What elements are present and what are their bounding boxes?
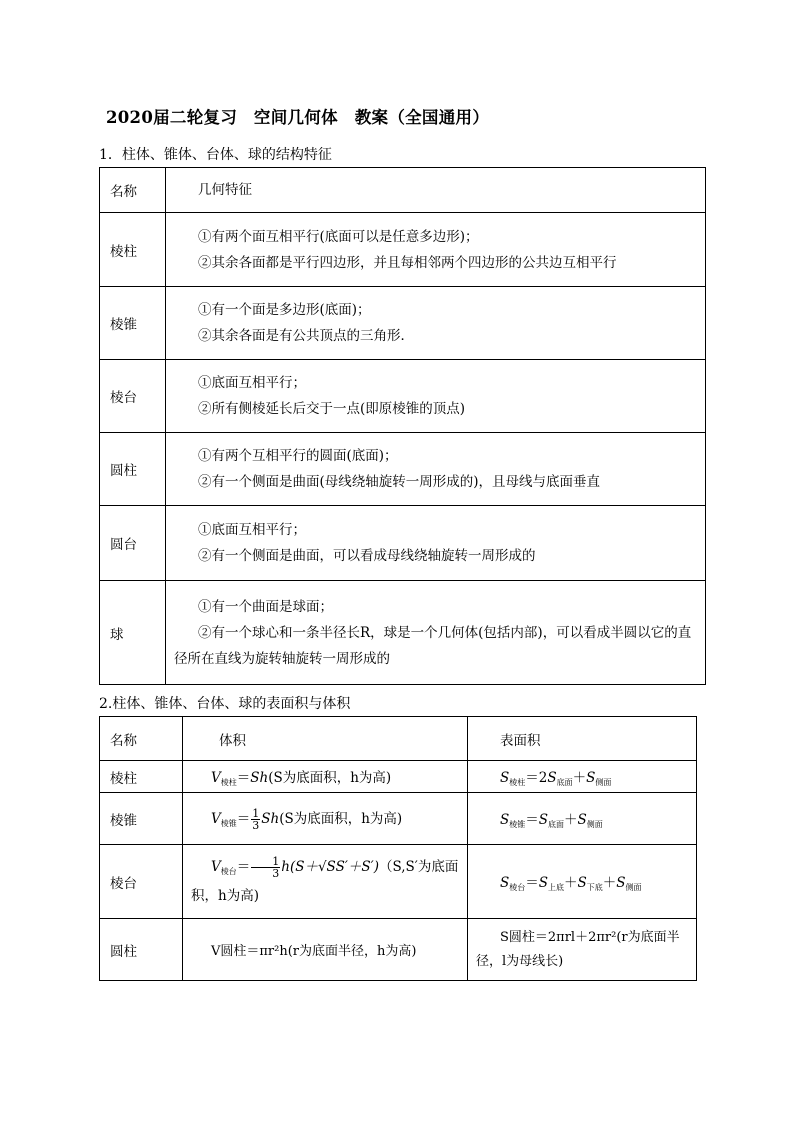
table-row <box>100 433 706 506</box>
row-name: 棱台 <box>100 360 166 433</box>
feature-line: ②其余各面是有公共顶点的三角形． <box>198 328 414 344</box>
section-1-heading: 1．柱体、锥体、台体、球的结构特征 <box>99 147 332 163</box>
volume-formula: $V_{棱柱}=Sh(S$为底面积，h为高) <box>183 761 468 793</box>
area-volume-table <box>99 716 697 981</box>
feature-line: ②有一个球心和一条半径长R，球是一个几何体(包括内部)，可以看成半圆以它的直径所在直线为旋转轴旋转一周形成的 <box>174 624 692 667</box>
header-name: 名称 <box>100 168 166 213</box>
table-row <box>100 845 697 919</box>
table-row <box>100 287 706 360</box>
fraction: $\frac{1}{3}$ <box>252 806 260 832</box>
area-formula: $S_{棱柱}=2S_{底面}+S_{侧面}$ <box>468 761 697 793</box>
feature-line: ②有一个侧面是曲面(母线绕轴旋转一周形成的)，且母线与底面垂直 <box>198 474 601 490</box>
row-name: 棱锥 <box>100 793 183 845</box>
volume-formula: V圆柱＝πr²h(r为底面半径，h为高) <box>183 919 468 981</box>
table-row <box>100 506 706 581</box>
feature-line: ①有两个面互相平行(底面可以是任意多边形)； <box>198 228 479 245</box>
area-formula: $S_{棱台}=S_{上底}+S_{下底}+S_{侧面}$ <box>468 845 697 919</box>
feature-line: ②其余各面都是平行四边形，并且每相邻两个四边形的公共边互相平行 <box>198 254 617 271</box>
table-header-row <box>100 717 697 761</box>
row-name: 圆柱 <box>100 433 166 506</box>
row-name: 圆柱 <box>100 919 183 981</box>
structure-features-table <box>99 167 706 685</box>
area-formula: $S_{棱锥}=S_{底面}+S_{侧面}$ <box>468 793 697 845</box>
row-name: 棱柱 <box>100 213 166 287</box>
document-title: 2020届二轮复习 空间几何体 教案（全国通用） <box>106 108 490 127</box>
row-name: 棱台 <box>100 845 183 919</box>
table-row <box>100 213 706 287</box>
feature-line: ①底面互相平行； <box>198 522 306 538</box>
header-name: 名称 <box>100 717 183 761</box>
feature-line: ①有一个面是多边形(底面)； <box>198 302 371 318</box>
feature-line: ①底面互相平行； <box>198 375 306 391</box>
header-feature: 几何特征 <box>198 182 252 198</box>
volume-formula: $V_{棱台}=$ $\frac{1}{3}$ h(S＋√SS′＋S′)（S,S′为底面积，h为高) <box>183 845 468 919</box>
header-volume: 体积 <box>183 717 468 761</box>
area-formula: S圆柱＝2πrl＋2πr²(r为底面半径，l为母线长) <box>468 919 697 981</box>
table-row <box>100 360 706 433</box>
table-header-row <box>100 168 706 213</box>
row-name: 圆台 <box>100 506 166 581</box>
table-row <box>100 581 706 685</box>
feature-line: ①有一个曲面是球面； <box>198 598 333 615</box>
volume-formula: $V_{棱锥}=$ $\frac{1}{3}$ Sh(S为底面积，h为高) <box>183 793 468 845</box>
fraction: $\frac{1}{3}$ <box>251 856 280 879</box>
row-name: 棱锥 <box>100 287 166 360</box>
table-row <box>100 919 697 981</box>
row-name: 棱柱 <box>100 761 183 793</box>
feature-line: ②有一个侧面是曲面，可以看成母线绕轴旋转一周形成的 <box>198 548 536 564</box>
table-row <box>100 761 697 793</box>
feature-line: ①有两个互相平行的圆面(底面)； <box>198 448 398 464</box>
table-row <box>100 793 697 845</box>
header-area: 表面积 <box>468 717 697 761</box>
row-name: 球 <box>100 581 166 685</box>
feature-line: ②所有侧棱延长后交于一点(即原棱锥的顶点) <box>198 401 466 417</box>
section-2-heading: 2.柱体、锥体、台体、球的表面积与体积 <box>99 696 351 712</box>
